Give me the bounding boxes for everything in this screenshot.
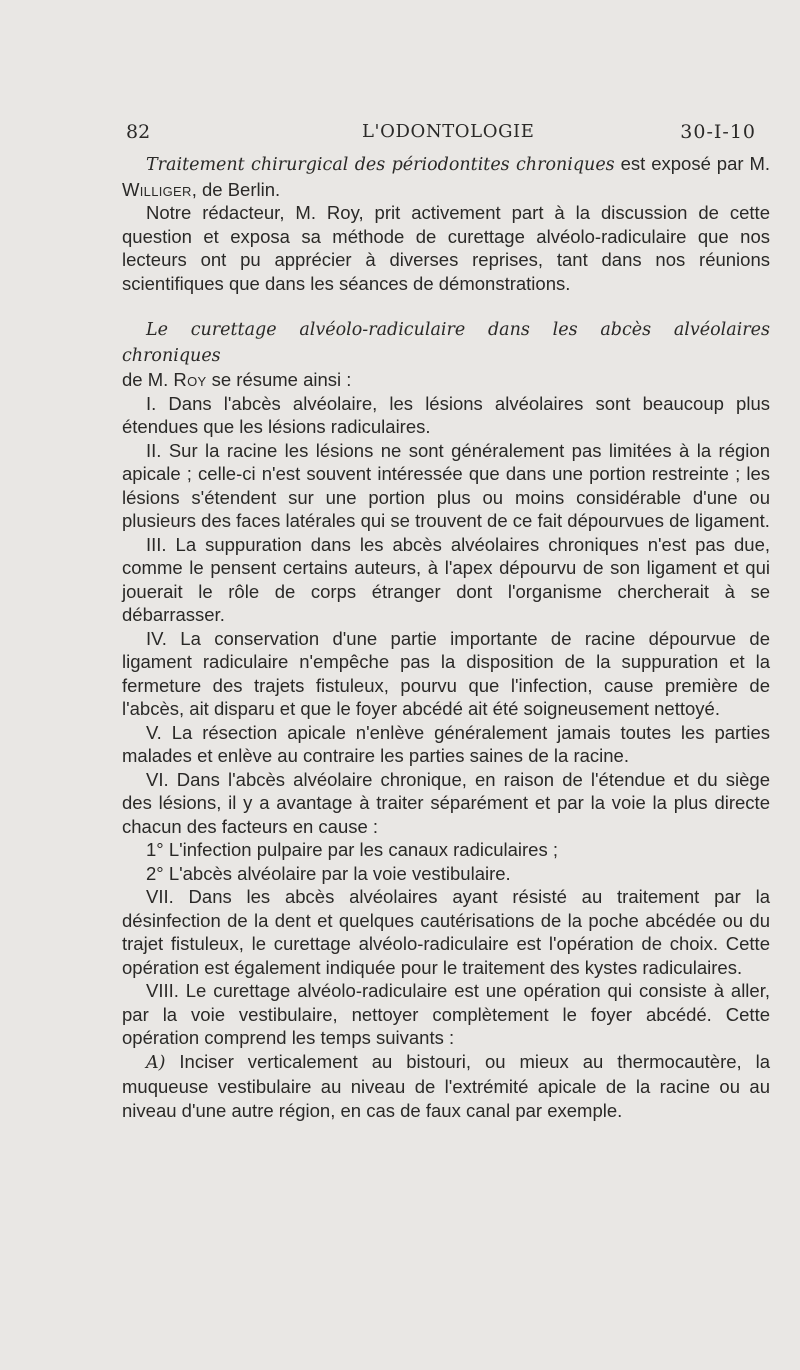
page-body [122, 152, 770, 1122]
point-8-step-a [122, 1050, 770, 1123]
section-heading [122, 317, 770, 368]
section-resume: se résume ainsi : [206, 369, 352, 390]
section-title: Le curettage alvéolo-radiculaire dans les abcès alvéolaires chroniques [122, 320, 770, 366]
issue-date: 30-I-10 [680, 121, 756, 143]
page-number: 82 [126, 121, 151, 143]
point-1: I. Dans l'abcès alvéolaire, les lésions alvéolaires sont beaucoup plus étendues que les lésions radiculaires. [122, 392, 770, 437]
intro-paragraph [122, 152, 770, 201]
redacteur-paragraph: Notre rédacteur, M. Roy, prit activement part à la discussion de cette question et exposa sa méthode de curettage alvéolo-radiculaire que nos lecteurs ont pu apprécier à diverses reprises, tant dans nos réunions scientifiques que dans les séances de démonstrations. [122, 202, 770, 294]
intro-author: Williger [122, 178, 192, 200]
point-6: VI. Dans l'abcès alvéolaire chronique, en raison de l'étendue et du siège des lésions, il y a avantage à traiter séparément et par la voie la plus directe chacun des facteurs en cause : [122, 768, 770, 837]
running-title: L'ODONTOLOGIE [362, 121, 535, 142]
point-6-item-1: 1° L'infection pulpaire par les canaux radiculaires ; [146, 839, 558, 860]
point-6-item-2: 2° L'abcès alvéolaire par la voie vestibulaire. [146, 862, 511, 884]
section-de-m: de M. [122, 369, 174, 390]
point-2: II. Sur la racine les lésions ne sont généralement pas limitées à la région apicale ; celle-ci n'est souvent intéressée que dans une portion restreinte ; les lésions s'étendent sur une portion plus ou moins considérable d'une ou plusieurs des faces latérales qui se trouvent de ce fait dépourvues de ligament. [122, 439, 770, 531]
intro-text: est exposé par M. [614, 153, 770, 174]
intro-title: Traitement chirurgical des périodontites chroniques [146, 155, 615, 175]
running-header [122, 121, 770, 145]
step-a-label: A) [146, 1052, 166, 1073]
point-4: IV. La conservation d'une partie importante de racine dépourvue de ligament radiculaire n'empêche pas la disposition de la suppuration et la fermeture des trajets fistuleux, pourvu que l'infection, cause première de l'abcès, ait disparu et que le foyer abcédé ait été soigneusement nettoyé. [122, 627, 770, 719]
intro-city: , de Berlin. [191, 178, 281, 200]
section-byline [122, 368, 770, 392]
point-5: V. La résection apicale n'enlève généralement jamais toutes les parties malades et enlève au contraire les parties saines de la racine. [122, 721, 770, 766]
point-3: III. La suppuration dans les abcès alvéolaires chroniques n'est pas due, comme le pensent certains auteurs, à l'apex dépourvu de son ligament et qui jouerait le rôle de corps étranger dont l'organisme chercherait à se débarrasser. [122, 533, 770, 625]
point-8: VIII. Le curettage alvéolo-radiculaire est une opération qui consiste à aller, par la voie vestibulaire, nettoyer complètement le foyer abcédé. Cette opération comprend les temps suivants : [122, 980, 770, 1048]
point-7: VII. Dans les abcès alvéolaires ayant résisté au traitement par la désinfection de la dent et quelques cautérisations de la poche abcédée ou du trajet fistuleux, le curettage alvéolo-radiculaire est l'opération de choix. Cette opération est également indiquée pour le traitement des kystes radiculaires. [122, 886, 770, 978]
section-author: Roy [173, 369, 207, 390]
step-a-text: Inciser verticalement au bistouri, ou mieux au thermocautère, la muqueuse vestibulaire au niveau de l'extrémité apicale de la racine ou au niveau d'une autre région, en cas de faux canal par exemple. [122, 1050, 770, 1121]
